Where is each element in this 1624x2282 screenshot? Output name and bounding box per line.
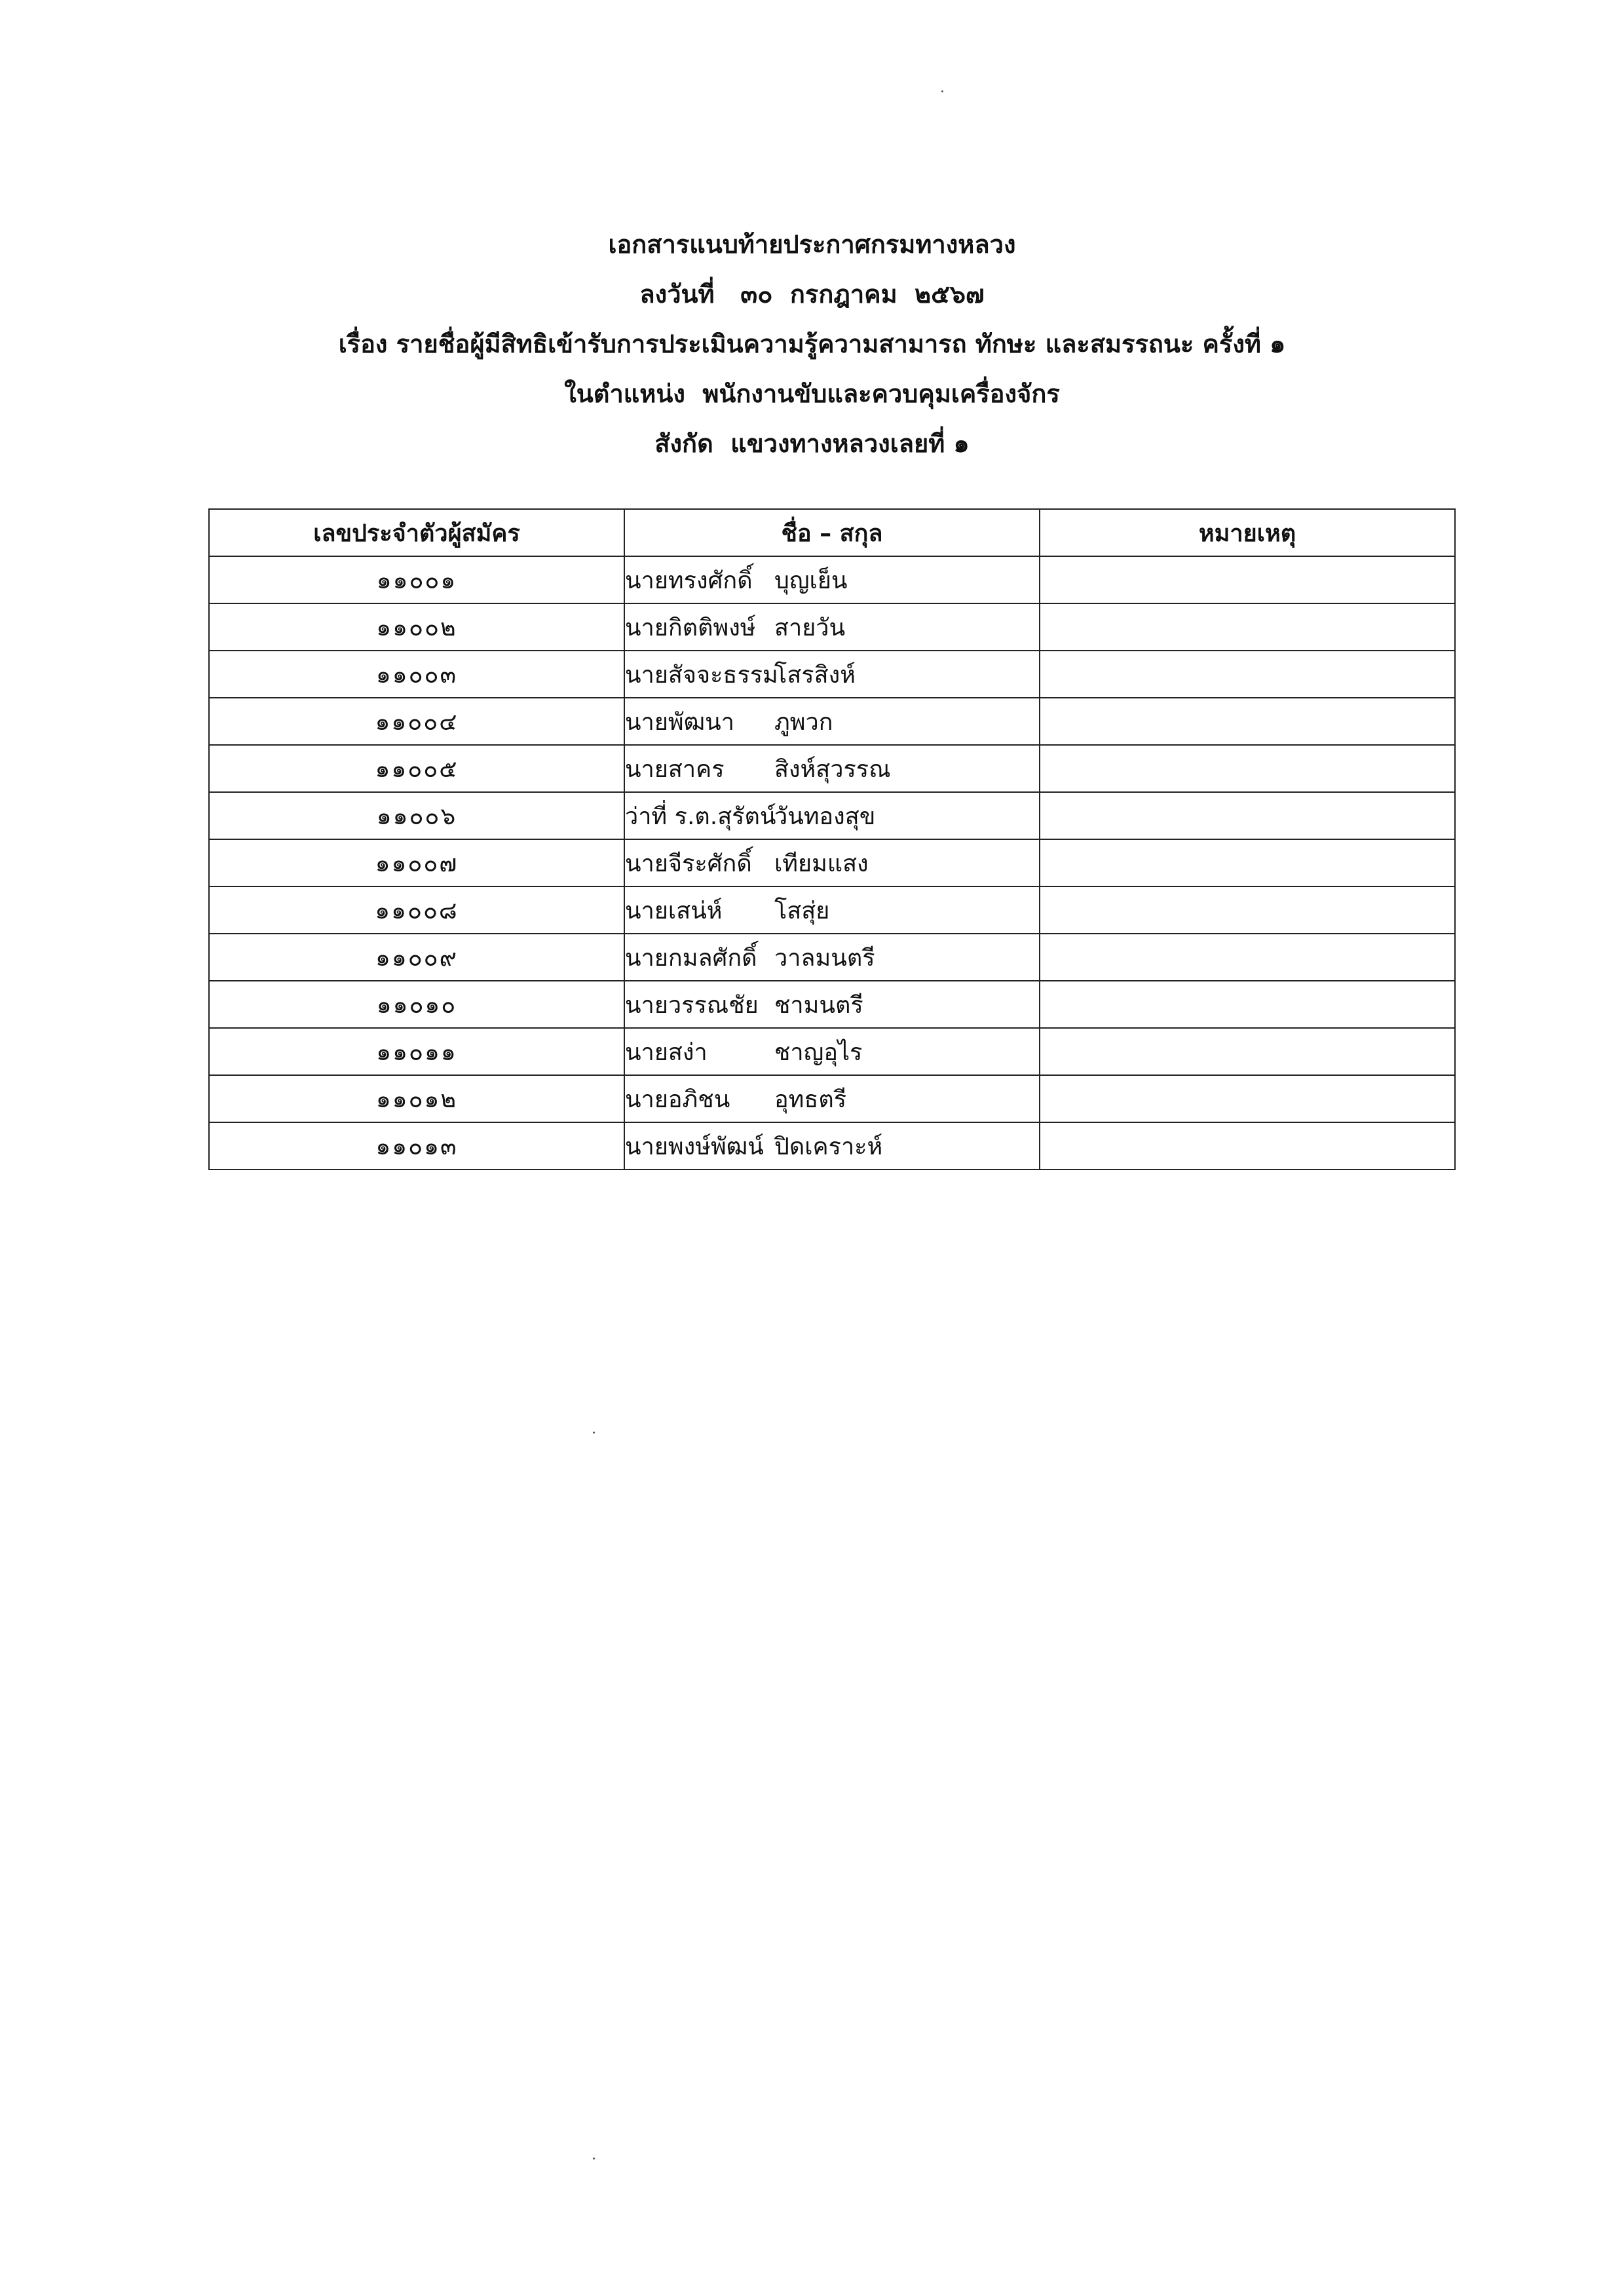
full-name [624, 745, 1040, 792]
first-name: นายเสน่ห์ [625, 897, 723, 924]
full-name [624, 934, 1040, 981]
first-name: นายจีระศักดิ์ [625, 850, 752, 877]
header-subject: เรื่อง รายชื่อผู้มีสิทธิเข้ารับการประเมินความรู้ความสามารถ ทักษะ และสมรรถนะ ครั้งที่ ๑ [338, 330, 1286, 358]
full-name [624, 839, 1040, 886]
last-name: ภูพวก [774, 708, 833, 736]
first-name: นายกมลศักดิ์ [625, 944, 757, 972]
remarks [1040, 1122, 1455, 1170]
remarks [1040, 1075, 1455, 1122]
table-row [209, 603, 1455, 651]
full-name [624, 1028, 1040, 1075]
full-name [624, 1122, 1040, 1170]
last-name: บุญเย็น [774, 567, 848, 594]
applicant-id: ๑๑๐๐๘ [209, 886, 624, 934]
remarks [1040, 792, 1455, 839]
applicant-id: ๑๑๐๐๙ [209, 934, 624, 981]
table-row [209, 1075, 1455, 1122]
first-name: นายพงษ์พัฒน์ [625, 1133, 764, 1160]
header-affiliation: สังกัด แขวงทางหลวงเลยที่ ๑ [654, 429, 970, 458]
document-header [0, 219, 1624, 468]
applicant-id: ๑๑๐๐๖ [209, 792, 624, 839]
full-name [624, 651, 1040, 698]
remarks [1040, 603, 1455, 651]
full-name [624, 792, 1040, 839]
applicant-id: ๑๑๐๑๐ [209, 981, 624, 1028]
first-name: นายทรงศักดิ์ [625, 567, 753, 594]
table-row [209, 886, 1455, 934]
applicant-id: ๑๑๐๐๒ [209, 603, 624, 651]
table-row [209, 1028, 1455, 1075]
first-name: นายสัจจะธรรม [625, 661, 778, 689]
applicant-id: ๑๑๐๐๔ [209, 698, 624, 745]
applicant-id: ๑๑๐๐๑ [209, 556, 624, 603]
applicant-id: ๑๑๐๑๒ [209, 1075, 624, 1122]
first-name: นายอภิชน [625, 1086, 730, 1113]
last-name: สายวัน [774, 614, 846, 641]
last-name: เทียมแสง [774, 850, 869, 877]
applicant-id: ๑๑๐๑๑ [209, 1028, 624, 1075]
full-name [624, 886, 1040, 934]
last-name: โสสุ่ย [774, 897, 830, 924]
remarks [1040, 934, 1455, 981]
table-row [209, 698, 1455, 745]
table-row [209, 1122, 1455, 1170]
last-name: ชาญอุไร [774, 1038, 863, 1066]
first-name: ว่าที่ ร.ต.สุรัตน์ [625, 803, 776, 830]
applicant-id: ๑๑๐๐๓ [209, 651, 624, 698]
last-name: วาลมนตรี [774, 944, 875, 972]
last-name: สิงห์สุวรรณ [774, 755, 891, 783]
applicant-id: ๑๑๐๐๗ [209, 839, 624, 886]
last-name: ชามนตรี [774, 991, 863, 1019]
first-name: นายสง่า [625, 1038, 708, 1066]
table-row [209, 556, 1455, 603]
remarks [1040, 839, 1455, 886]
remarks [1040, 1028, 1455, 1075]
scan-speck [941, 90, 943, 92]
applicant-id: ๑๑๐๐๕ [209, 745, 624, 792]
remarks [1040, 698, 1455, 745]
table-row [209, 651, 1455, 698]
table-row [209, 839, 1455, 886]
remarks [1040, 886, 1455, 934]
last-name: อุทธตรี [774, 1086, 847, 1113]
last-name: ปิดเคราะห์ [774, 1133, 883, 1160]
remarks [1040, 651, 1455, 698]
table-row [209, 934, 1455, 981]
full-name [624, 556, 1040, 603]
table-row [209, 745, 1455, 792]
header-date: ลงวันที่ ๓๐ กรกฎาคม ๒๕๖๗ [639, 280, 985, 309]
applicant-id: ๑๑๐๑๓ [209, 1122, 624, 1170]
first-name: นายวรรณชัย [625, 991, 759, 1019]
last-name: วันทองสุข [774, 803, 876, 830]
column-header-applicant-id: เลขประจำตัวผู้สมัคร [209, 509, 624, 556]
table-row [209, 981, 1455, 1028]
scan-speck [593, 2158, 595, 2159]
table-header-row [209, 509, 1455, 556]
scan-speck [593, 1432, 595, 1434]
first-name: นายกิตติพงษ์ [625, 614, 756, 641]
full-name [624, 981, 1040, 1028]
first-name: นายพัฒนา [625, 708, 734, 736]
column-header-remarks: หมายเหตุ [1040, 509, 1455, 556]
first-name: นายสาคร [625, 755, 725, 783]
header-title: เอกสารแนบท้ายประกาศกรมทางหลวง [608, 230, 1016, 259]
full-name [624, 698, 1040, 745]
full-name [624, 1075, 1040, 1122]
remarks [1040, 556, 1455, 603]
remarks [1040, 981, 1455, 1028]
full-name [624, 603, 1040, 651]
table-row [209, 792, 1455, 839]
remarks [1040, 745, 1455, 792]
candidate-table [208, 508, 1456, 1170]
last-name: โสรสิงห์ [774, 661, 856, 689]
header-position: ในตำแหน่ง พนักงานขับและควบคุมเครื่องจักร [564, 379, 1060, 408]
column-header-full-name: ชื่อ – สกุล [624, 509, 1040, 556]
